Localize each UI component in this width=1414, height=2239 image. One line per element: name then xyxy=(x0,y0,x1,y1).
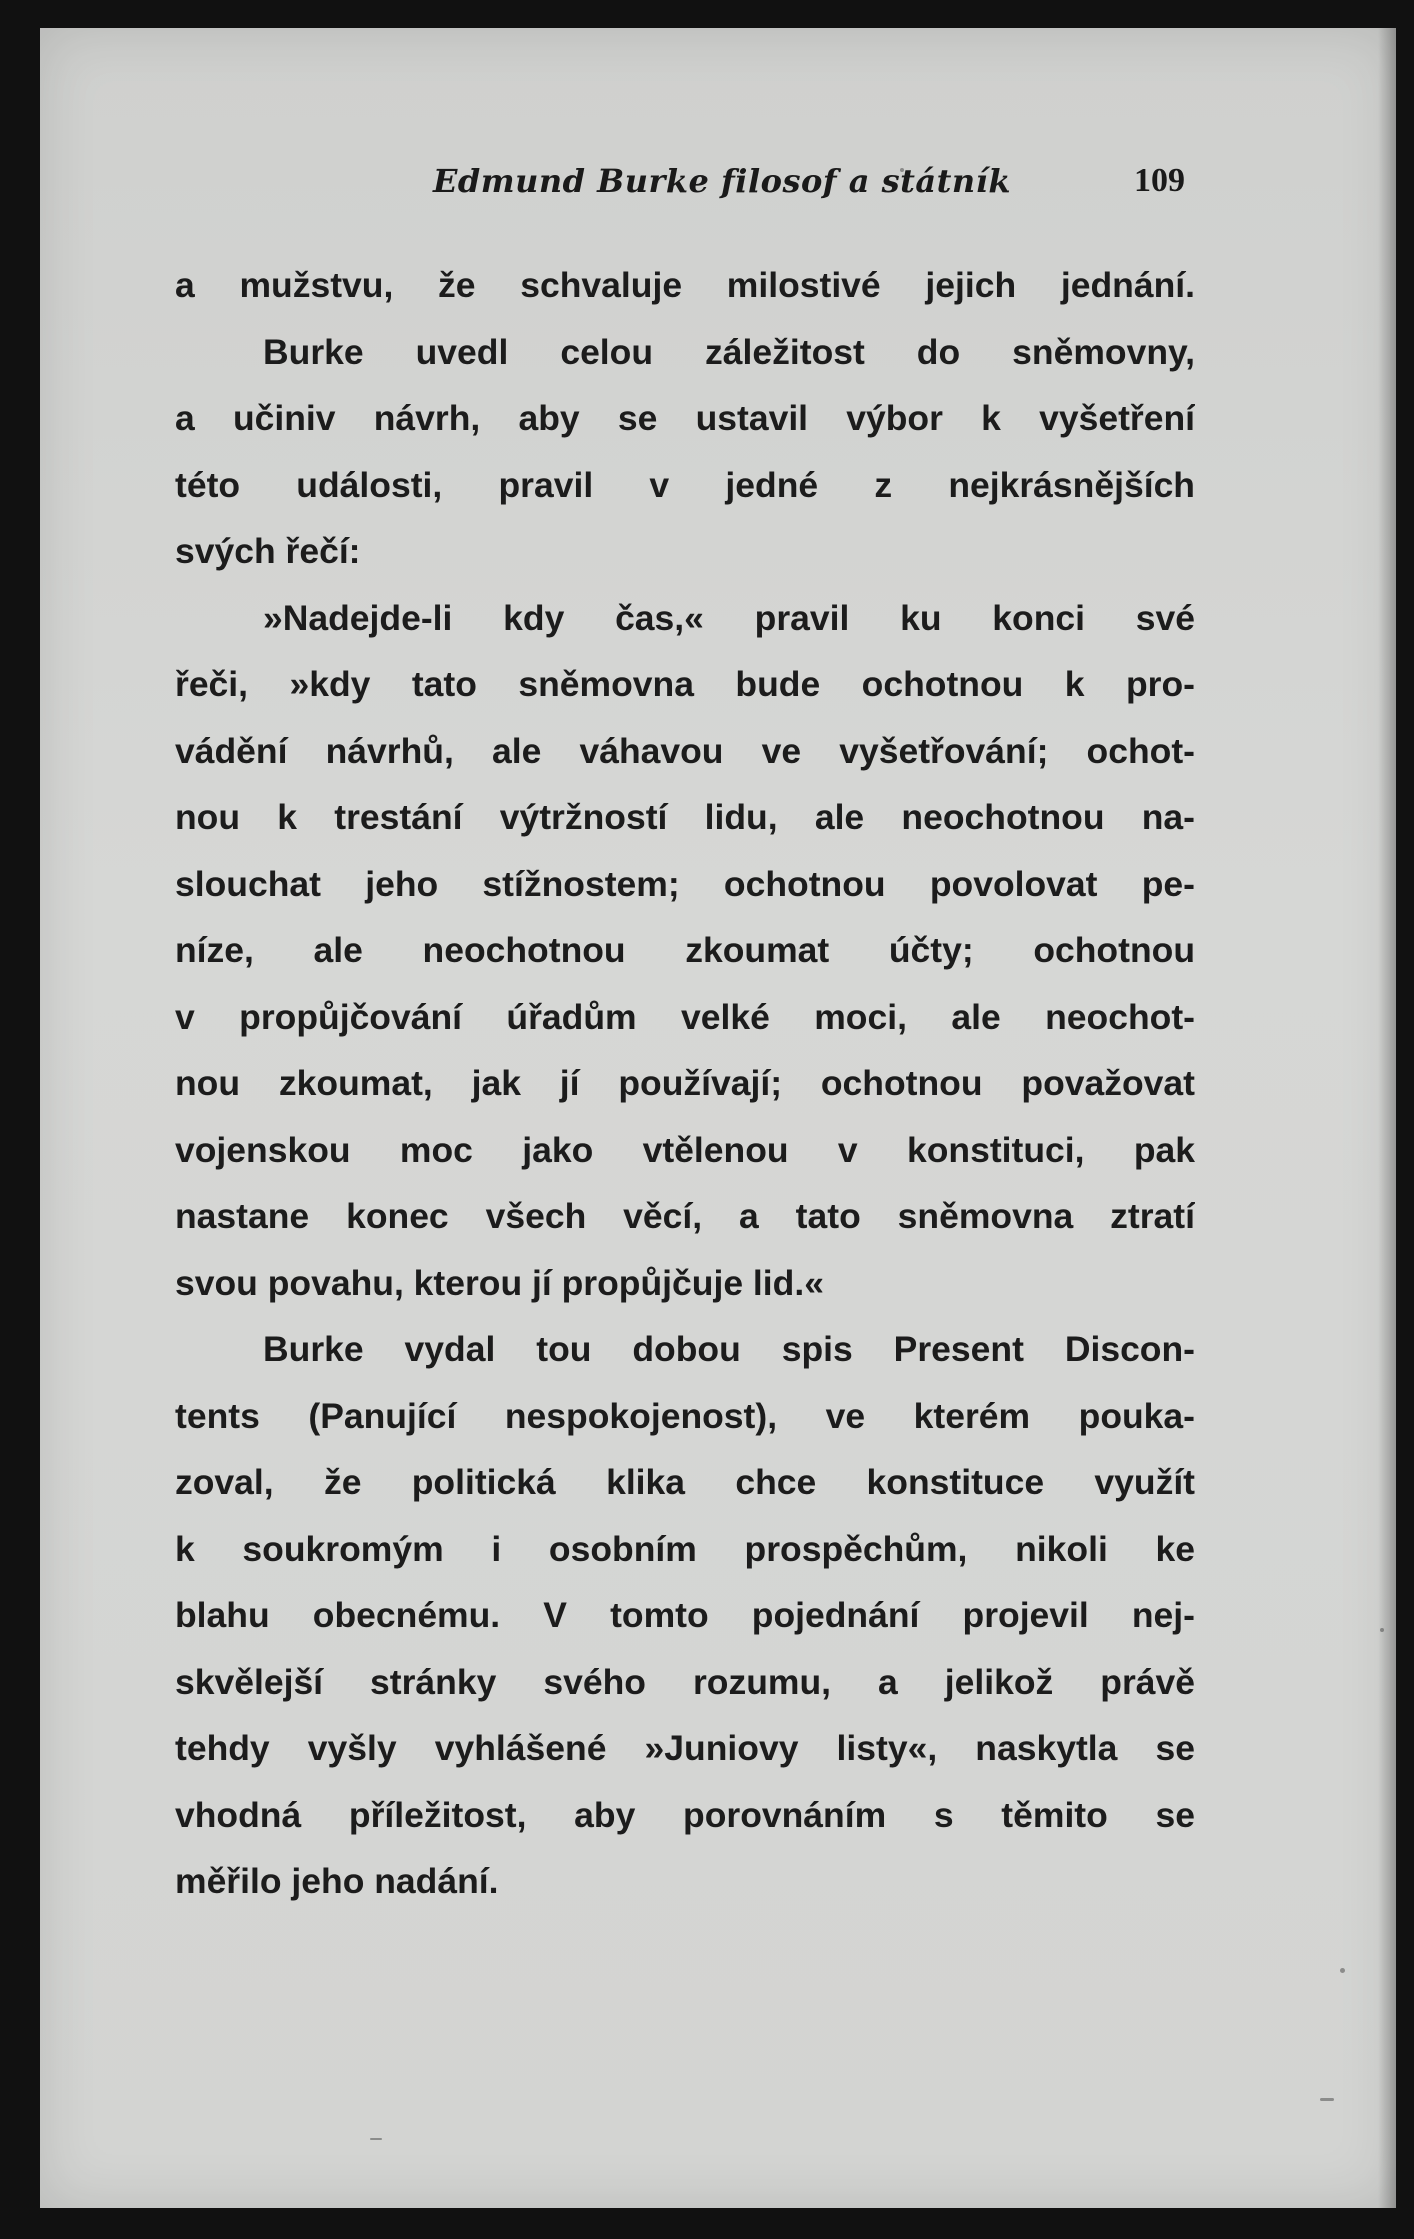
paper-speck xyxy=(1320,2098,1334,2101)
text-line: a učiniv návrh, aby se ustavil výbor k vyšetření xyxy=(175,398,1195,438)
paper-speck xyxy=(370,2138,382,2140)
text-line: nou zkoumat, jak jí používají; ochotnou považovat xyxy=(175,1063,1195,1103)
text-line: nastane konec všech věcí, a tato sněmovna ztratí xyxy=(175,1196,1195,1236)
text-line: zoval, že politická klika chce konstituce využít xyxy=(175,1462,1195,1502)
text-line: nou k trestání výtržností lidu, ale neochotnou na- xyxy=(175,797,1195,837)
text-line: »Nadejde-li kdy čas,« pravil ku konci své xyxy=(263,597,1195,638)
text-line: vojenskou moc jako vtělenou v konstituci, pak xyxy=(175,1129,1195,1170)
text-line: níze, ale neochotnou zkoumat účty; ochotnou xyxy=(175,930,1195,970)
page-body-text xyxy=(175,252,1195,1915)
text-line: a mužstvu, že schvaluje milostivé jejich jednání. xyxy=(175,265,1195,305)
text-line: vádění návrhů, ale váhavou ve vyšetřování; ochot- xyxy=(175,730,1195,771)
page-edge-shadow xyxy=(1378,28,1396,2208)
paper-speck xyxy=(1380,1628,1384,1632)
page-header xyxy=(175,150,1195,210)
text-line: svou povahu, kterou jí propůjčuje lid.« xyxy=(175,1262,824,1303)
running-head: Edmund Burke filosof a státník xyxy=(433,162,1011,200)
text-line: Burke vydal tou dobou spis Present Discon- xyxy=(263,1329,1195,1369)
text-line: svých řečí: xyxy=(175,531,361,571)
text-line: vhodná příležitost, aby porovnáním s těmito se xyxy=(175,1794,1195,1835)
text-line: blahu obecnému. V tomto pojednání projevil nej- xyxy=(175,1595,1195,1635)
text-line: skvělejší stránky svého rozumu, a jelikož právě xyxy=(175,1661,1195,1702)
text-line: v propůjčování úřadům velké moci, ale neochot- xyxy=(175,996,1195,1037)
text-line: tents (Panující nespokojenost), ve kterém pouka- xyxy=(175,1395,1195,1436)
text-line: slouchat jeho stížnostem; ochotnou povolovat pe- xyxy=(175,863,1195,904)
text-line: měřilo jeho nadání. xyxy=(175,1861,499,1901)
text-line: k soukromým i osobním prospěchům, nikoli ke xyxy=(175,1528,1195,1569)
text-line: Burke uvedl celou záležitost do sněmovny, xyxy=(263,331,1195,372)
page-number: 109 xyxy=(1134,162,1185,199)
text-line: této události, pravil v jedné z nejkrásnějších xyxy=(175,464,1195,505)
paper-speck xyxy=(1340,1968,1345,1973)
text-line: řeči, »kdy tato sněmovna bude ochotnou k pro- xyxy=(175,664,1195,704)
text-line: tehdy vyšly vyhlášené »Juniovy listy«, naskytla se xyxy=(175,1728,1195,1768)
